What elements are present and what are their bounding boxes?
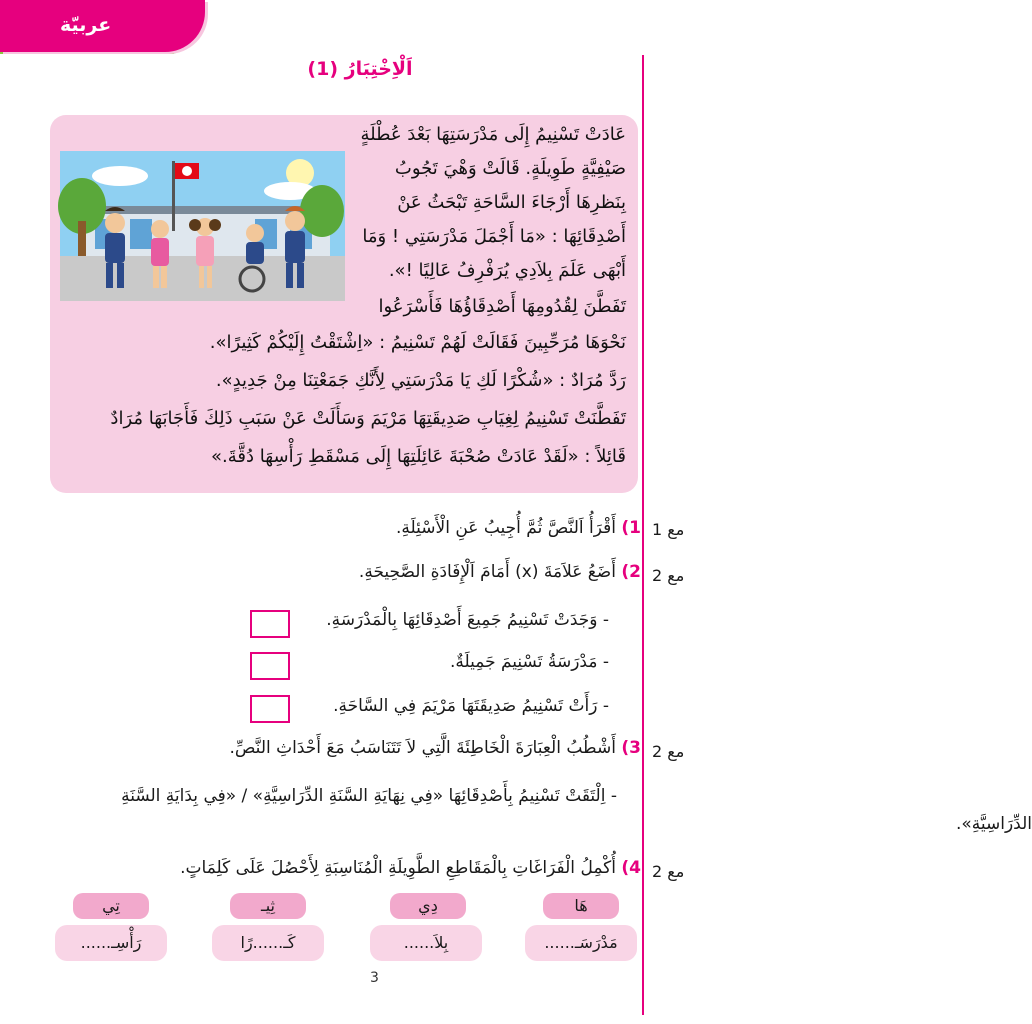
word-blank[interactable]: رَأْسِـ...... xyxy=(55,925,167,961)
word-blank[interactable]: بِلاَ...... xyxy=(370,925,482,961)
passage-line: رَدَّ مُرَادٌ : «شُكْرًا لَكِ يَا مَدْرَسَتِي لِأَنَّكِ جَمَعْتِنَا مِنْ جَدِيدٍ». xyxy=(215,370,626,391)
passage-line: نَحْوَهَا مُرَحِّبِينَ فَقَالَتْ لَهُمْ تَسْنِيمُ : «اِشْتَقْتُ إِلَيْكُمْ كَثِيرًا». xyxy=(209,332,626,353)
question-number: 4) xyxy=(621,858,641,878)
syllable-chip[interactable]: هَا xyxy=(543,893,619,919)
subject-label: عربيّة xyxy=(60,14,112,36)
question-4 xyxy=(180,858,641,878)
objective-code: مع 2 xyxy=(652,566,685,585)
passage-line: قَائِلاً : «لَقَدْ عَادَتْ صُحْبَةَ عَائِلَتِهَا إِلَى مَسْقَطِ رَأْسِهَا دُقَّةَ.» xyxy=(211,446,626,467)
option-1: - وَجَدَتْ تَسْنِيمُ جَمِيعَ أَصْدِقَائِهَا بِالْمَدْرَسَةِ. xyxy=(326,610,609,630)
question-number: 1) xyxy=(621,518,641,538)
page-title: اَلْاِخْتِبَارُ (1) xyxy=(307,58,413,80)
passage-line: عَادَتْ تَسْنِيمُ إِلَى مَدْرَسَتِهَا بَعْدَ عُطْلَةٍ xyxy=(360,124,626,145)
question-text: أُكْمِلُ الْفَرَاغَاتِ بِالْمَقَاطِعِ الطَّوِيلَةِ الْمُنَاسِبَةِ لِأَحْصُلَ عَلَى كَلِمَاتٍ. xyxy=(180,858,616,878)
passage-line: تَفَطَّنَتْ تَسْنِيمُ لِغِيَابِ صَدِيقَتِهَا مَرْيَمَ وَسَأَلَتْ عَنْ سَبَبِ ذَلِكَ فَأَجَابَهَا مُرَادٌ xyxy=(110,408,626,429)
q3-statement-end[interactable]: الدِّرَاسِيَّةِ». xyxy=(955,814,1032,834)
subject-tab xyxy=(0,0,205,52)
school-scene-image xyxy=(60,151,345,301)
question-3 xyxy=(229,738,641,758)
syllable-chip[interactable]: دِي xyxy=(390,893,466,919)
question-number: 2) xyxy=(621,562,641,582)
syllable-chip[interactable]: ثِيـ xyxy=(230,893,306,919)
objective-code: مع 2 xyxy=(652,742,685,761)
syllable-chip[interactable]: تِي xyxy=(73,893,149,919)
q3-statement-line[interactable]: - اِلْتَقَتْ تَسْنِيمُ بِأَصْدِقَائِهَا «فِي نِهَايَةِ السَّنَةِ الدِّرَاسِيَّةِ» / «فِي بِدَايَةِ السَّنَةِ xyxy=(121,786,617,806)
answer-checkbox[interactable] xyxy=(250,610,290,638)
question-text: أَشْطُبُ الْعِبَارَةَ الْخَاطِئَةَ الَّتِي لاَ تَتَنَاسَبُ مَعَ أَحْدَاثِ النَّصِّ. xyxy=(229,738,616,758)
answer-checkbox[interactable] xyxy=(250,695,290,723)
question-1 xyxy=(396,518,641,538)
margin-line xyxy=(642,55,644,1015)
objective-code: مع 2 xyxy=(652,862,685,881)
question-text: أَقْرَأُ اَلنَّصَّ ثُمَّ أُجِيبُ عَنِ الْأَسْئِلَةِ. xyxy=(396,518,616,538)
answer-checkbox[interactable] xyxy=(250,652,290,680)
question-number: 3) xyxy=(621,738,641,758)
word-blank[interactable]: مَدْرَسَـ...... xyxy=(525,925,637,961)
objective-code: مع 1 xyxy=(652,520,685,539)
passage-line: أَبْهَى عَلَمَ بِلاَدِي يُرَفْرِفُ عَالِيًا !». xyxy=(388,260,626,281)
school-illustration xyxy=(60,151,345,301)
question-text: أَضَعُ عَلاَمَةَ (x) أَمَامَ اَلْإِفَادَةِ الصَّحِيحَةِ. xyxy=(358,562,616,582)
word-blank[interactable]: كَـ......رًا xyxy=(212,925,324,961)
q3-statement-line xyxy=(541,814,1032,834)
option-2: - مَدْرَسَةُ تَسْنِيمَ جَمِيلَةٌ. xyxy=(449,652,609,672)
option-3: - رَأَتْ تَسْنِيمُ صَدِيقَتَهَا مَرْيَمَ فِي السَّاحَةِ. xyxy=(333,696,609,716)
passage-line: تَفَطَّنَ لِقُدُومِهَا أَصْدِقَاؤُهَا فَأَسْرَعُوا xyxy=(378,296,626,317)
passage-line: صَيْفِيَّةٍ طَوِيلَةٍ. قَالَتْ وَهْيَ تَجُوبُ xyxy=(394,158,626,179)
reading-passage xyxy=(50,115,638,493)
passage-line: أَصْدِقَائِهَا : «مَا أَجْمَلَ مَدْرَسَتِي ! وَمَا xyxy=(362,226,626,247)
passage-line: بِنَظرِهَا أَرْجَاءَ السَّاحَةِ تَبْحَثُ عَنْ xyxy=(397,192,626,213)
question-2 xyxy=(359,562,641,582)
page-number: 3 xyxy=(370,970,379,986)
